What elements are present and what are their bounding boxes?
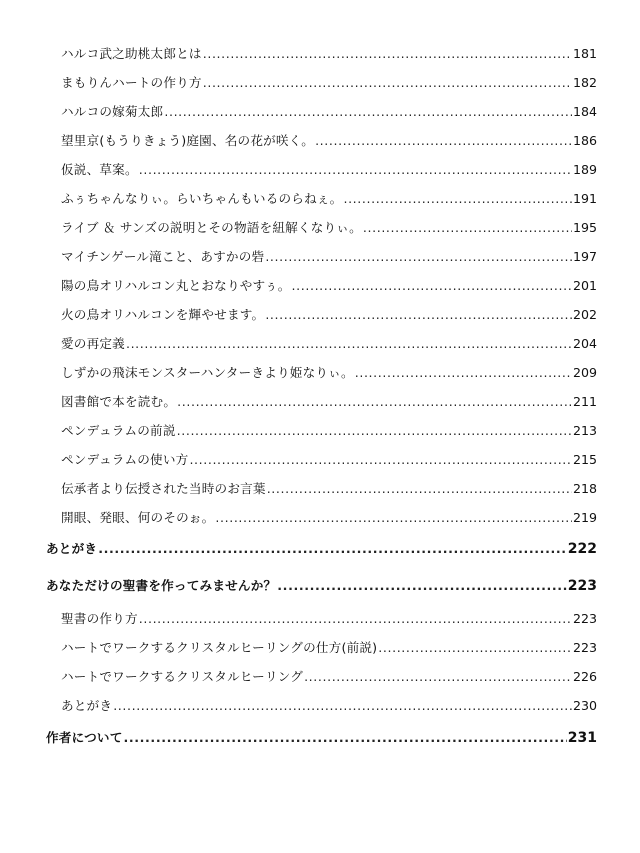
toc-entry[interactable] [61,666,597,685]
toc-entry-page: 182 [572,75,597,90]
toc-entry-page: 211 [572,394,597,409]
toc-dot-leader [124,730,567,745]
toc-dot-leader [355,365,572,380]
toc-dot-leader [265,249,572,264]
toc-entry-title: ペンデュラムの使い方 [61,452,189,467]
toc-entry[interactable] [61,391,597,410]
toc-chapter-title: あとがき [46,541,98,556]
toc-entry[interactable] [61,449,597,468]
toc-dot-leader [215,510,572,525]
toc-entry-title: 仮説、草案。 [61,162,138,177]
toc-entry-page: 226 [572,669,597,684]
toc-entry-title: 愛の再定義 [61,336,125,351]
toc-entry[interactable] [61,507,597,526]
toc-entry[interactable] [61,188,597,207]
toc-entry[interactable] [61,217,597,236]
toc-chapter-entry[interactable] [46,575,597,594]
toc-dot-leader [292,278,572,293]
toc-entry[interactable] [61,333,597,352]
toc-dot-leader [177,423,572,438]
toc-dot-leader [203,75,572,90]
toc-entry-title: ハルコの嫁菊太郎 [61,104,164,119]
toc-entry[interactable] [61,478,597,497]
toc-entry-title: マイチンゲール滝こと、あすかの砦 [61,249,265,264]
toc-entry-page: 184 [572,104,597,119]
toc-entry[interactable] [61,362,597,381]
toc-dot-leader [304,669,572,684]
toc-entry-title: ふぅちゃんなりぃ。らいちゃんもいるのらねぇ。 [61,191,343,206]
toc-entry-page: 230 [572,698,597,713]
toc-chapter-entry[interactable] [46,538,597,557]
toc-entry[interactable] [61,246,597,265]
toc-entry-page: 213 [572,423,597,438]
toc-entry[interactable] [61,159,597,178]
toc-entry-page: 181 [572,46,597,61]
toc-entry-page: 201 [572,278,597,293]
toc-dot-leader [139,611,572,626]
toc-entry-title: 開眼、発眼、何のそのぉ。 [61,510,215,525]
toc-entry[interactable] [61,695,597,714]
toc-chapter-title: 作者について [46,730,123,745]
toc-entry-page: 195 [572,220,597,235]
toc-dot-leader [378,640,572,655]
toc-chapter-page: 223 [567,578,597,594]
toc-entry[interactable] [61,637,597,656]
toc-entry[interactable] [61,130,597,149]
toc-entry-page: 215 [572,452,597,467]
toc-dot-leader [343,191,571,206]
toc-entry[interactable] [61,304,597,323]
toc-entry-page: 202 [572,307,597,322]
toc-entry-page: 186 [572,133,597,148]
toc-entry-title: 火の鳥オリハルコンを輝やせます。 [61,307,265,322]
toc-entry-title: 聖書の作り方 [61,611,138,626]
toc-entry-title: 図書館で本を読む。 [61,394,177,409]
toc-entry[interactable] [61,275,597,294]
toc-entry[interactable] [61,72,597,91]
toc-dot-leader [139,162,572,177]
toc-chapter-title: あなただけの聖書を作ってみませんか？ [46,578,277,593]
toc-dot-leader [189,452,572,467]
toc-chapter-page: 231 [567,730,597,746]
toc-chapter-entry[interactable] [46,727,597,746]
toc-entry-page: 191 [572,191,597,206]
toc-entry-page: 209 [572,365,597,380]
toc-dot-leader [315,133,572,148]
toc-dot-leader [265,307,572,322]
toc-entry-title: ハートでワークするクリスタルヒーリング [61,669,304,684]
toc-entry[interactable] [61,101,597,120]
toc-entry-title: ハートでワークするクリスタルヒーリングの仕方(前説) [61,640,378,655]
toc-chapter-page: 222 [567,541,597,557]
toc-entry-title: ハルコ武之助桃太郎とは [61,46,202,61]
toc-entry-title: 陽の鳥オリハルコン丸とおなりやすぅ。 [61,278,291,293]
toc-dot-leader [277,578,566,593]
toc-entry-title: ライブ ＆ サンズの説明とその物語を紐解くなりぃ。 [61,220,362,235]
toc-entry-page: 219 [572,510,597,525]
toc-entry-page: 223 [572,640,597,655]
toc-dot-leader [267,481,572,496]
toc-entry-title: 伝承者より伝授された当時のお言葉 [61,481,266,496]
toc-entry[interactable] [61,43,597,62]
toc-dot-leader [363,220,572,235]
toc-dot-leader [203,46,572,61]
toc-entry-page: 197 [572,249,597,264]
toc-entry-title: 望里京(もうりきょう)庭園、名の花が咲く。 [61,133,315,148]
toc-dot-leader [113,698,572,713]
toc-entry-title: あとがき [61,698,113,713]
toc-dot-leader [126,336,572,351]
toc-entry-page: 218 [572,481,597,496]
toc-entry-page: 189 [572,162,597,177]
toc-entry-page: 223 [572,611,597,626]
toc-entry-title: まもりんハートの作り方 [61,75,202,90]
toc-entry-title: ペンデュラムの前説 [61,423,176,438]
toc-entry[interactable] [61,420,597,439]
toc-dot-leader [177,394,572,409]
toc-entry[interactable] [61,608,597,627]
toc-dot-leader [164,104,572,119]
toc-dot-leader [98,541,567,556]
toc-entry-title: しずかの飛沫モンスターハンターきより姫なりぃ。 [61,365,354,380]
toc-entry-page: 204 [572,336,597,351]
